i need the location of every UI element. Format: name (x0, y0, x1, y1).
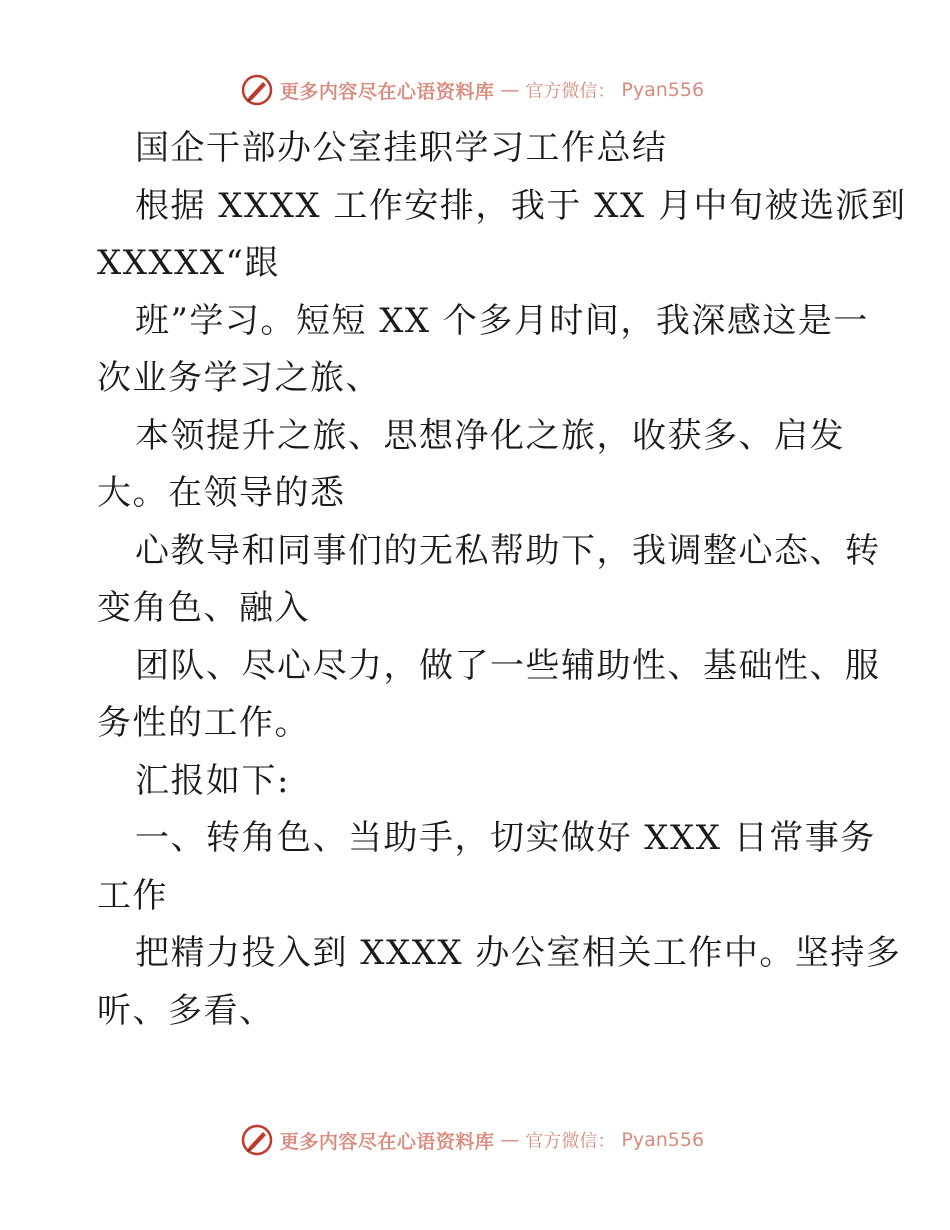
paragraph-line: 把精力投入到 XXXX 办公室相关工作中。坚持多 (135, 933, 902, 973)
paragraph-line: 变角色、融入 (97, 588, 310, 628)
footer-watermark (0, 1120, 950, 1160)
paragraph-line: 本领提升之旅、思想净化之旅，收获多、启发 (135, 415, 845, 456)
section-heading: 一、转角色、当助手，切实做好 XXX 日常事务 (135, 818, 876, 858)
paragraph-line: 班”学习。短短 XX 个多月时间，我深感这是一 (135, 300, 869, 341)
paragraph-line: XXXXX“跟 (97, 243, 280, 283)
pen-logo-icon (240, 73, 274, 107)
paragraph-line: 团队、尽心尽力，做了一些辅助性、基础性、服 (135, 645, 881, 686)
paragraph-line: 汇报如下: (135, 760, 290, 801)
paragraph-line: 务性的工作。 (97, 703, 310, 743)
document-body (97, 120, 907, 1040)
watermark-dash: — (500, 1129, 520, 1151)
paragraph-line: 次业务学习之旅、 (97, 358, 381, 398)
pen-logo-icon (240, 1123, 274, 1157)
watermark-dash: — (500, 79, 520, 101)
watermark-sub: 官方微信： (525, 1131, 616, 1152)
paragraph-line: 听、多看、 (97, 990, 275, 1031)
paragraph-line: 根据 XXXX 工作安排，我于 XX 月中旬被选派到 (135, 185, 907, 226)
watermark-group (240, 73, 704, 107)
header-watermark (0, 70, 950, 110)
watermark-id: Pyan556 (621, 79, 705, 101)
section-heading-cont: 工作 (97, 875, 168, 916)
paragraph-line: 心教导和同事们的无私帮助下，我调整心态、转 (135, 530, 881, 571)
watermark-sub: 官方微信： (525, 81, 616, 102)
watermark-id: Pyan556 (621, 1129, 705, 1151)
document-title: 国企干部办公室挂职学习工作总结 (135, 128, 668, 168)
watermark-brand: 更多内容尽在心语资料库 (279, 1130, 495, 1153)
watermark-brand: 更多内容尽在心语资料库 (279, 80, 495, 103)
watermark-group (240, 1123, 704, 1157)
paragraph-line: 大。在领导的悉 (97, 473, 346, 513)
